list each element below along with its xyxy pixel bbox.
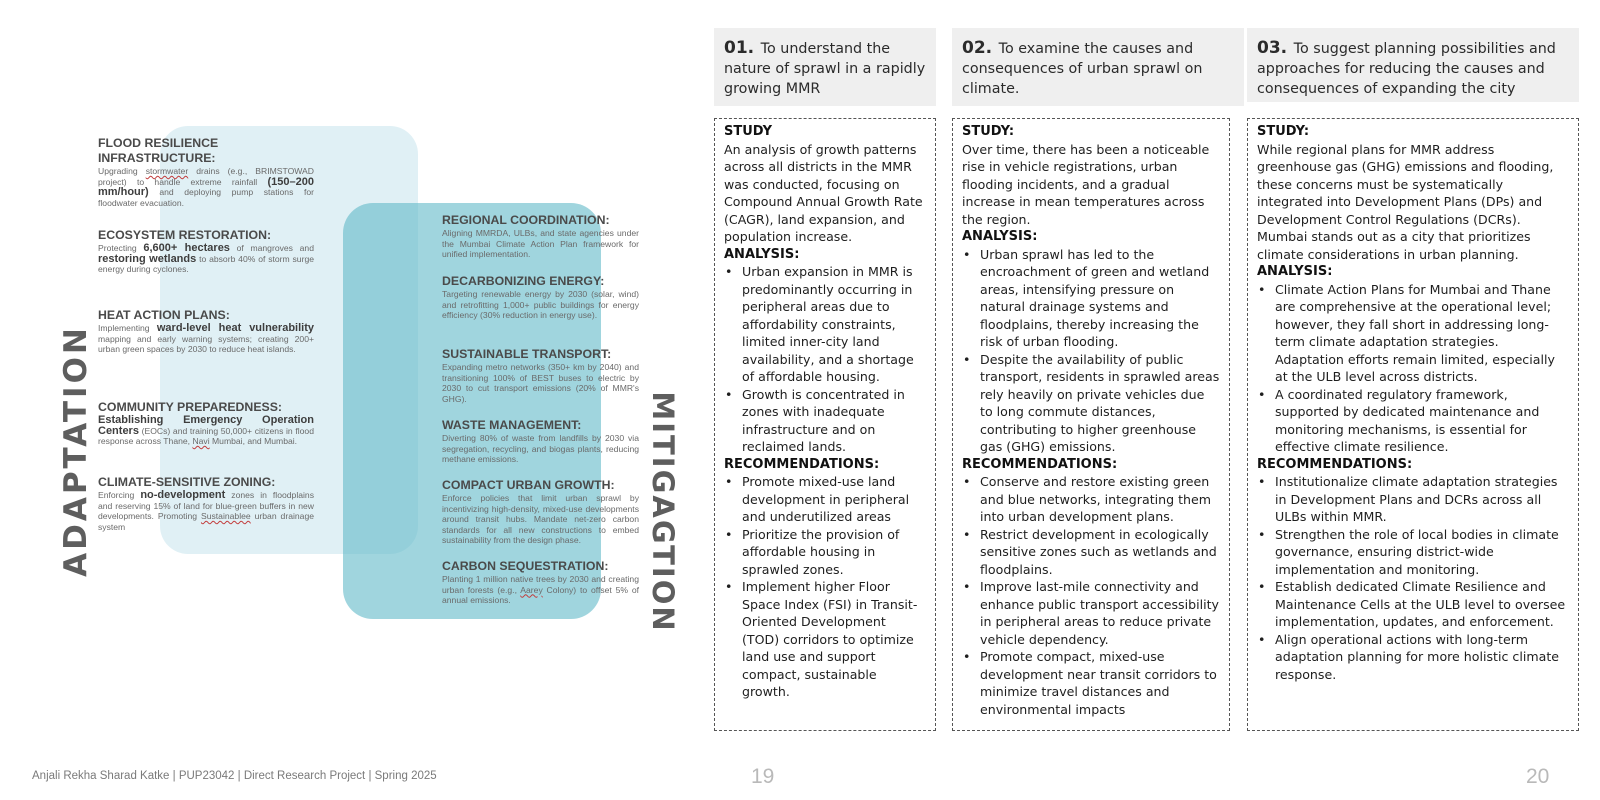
- recommendations-list: [724, 473, 926, 701]
- analysis-list: [724, 263, 926, 456]
- analysis-bullet: • Despite the availability of public transport, residents in sprawled areas rely heavily on private vehicles due to long commute distances, contributing to higher greenhouse gas (GHG) emissions.: [962, 351, 1220, 456]
- analysis-bullet: • Climate Action Plans for Mumbai and Thane are comprehensive at the operational level; however, they fall short in addressing long-term climate adaptation strategies. Adaptation efforts remain limited, especially at the ULB level across districts.: [1257, 281, 1569, 386]
- mitigation-item: DECARBONIZING ENERGY: Targeting renewable energy by 2030 (solar, wind) and retrofitting 1,000+ public buildings for energy efficiency (30% reduction in energy use).: [442, 274, 639, 321]
- recommendation-bullet: • Restrict development in ecologically sensitive zones such as wetlands and floodplains.: [962, 526, 1220, 579]
- objective-1-details: STUDY An analysis of growth patterns across all districts in the MMR was conducted, focusing on Compound Annual Growth Rate (CAGR), land expansion, and population increase. ANALYSIS: • Urban expansion in MMR is predominantly occurring in peripheral areas due to affordability constraints, limited inner-city land availability, and a shortage of affordable housing. • Growth is concentrated in zones with inadequate infrastructure and on reclaimed lands. RECOMMENDATIONS: • Promote mixed-use land development in peripheral and underutilized areas • Prioritize the provision of affordable housing in sprawled zones. • Implement higher Floor Space Index (FSI) in Transit-Oriented Development (TOD) corridors to optimize land use and support compact, sustainable growth.: [714, 118, 936, 731]
- recommendation-bullet: • Institutionalize climate adaptation strategies in Development Plans and DCRs across all ULBs within MMR.: [1257, 473, 1569, 526]
- mitigation-item-text: Expanding metro networks (350+ km by 2040) and transitioning 100% of BEST buses to electric by 2030 to cut transport emissions (20% of MMR's GHG).: [442, 362, 639, 404]
- mitigation-item: CARBON SEQUESTRATION: Planting 1 million native trees by 2030 and creating urban forests (e.g., Aarey Colony) to offset 5% of annual emissions.: [442, 559, 639, 606]
- analysis-list: [962, 246, 1220, 456]
- adaptation-item-text: Upgrading stormwater drains (e.g., BRIMSTOWAD project) to handle extreme rainfall (150–200 mm/hour) and deploying pump stations for floodwater evacuation.: [98, 166, 314, 208]
- recommendation-bullet: • Prioritize the provision of affordable housing in sprawled zones.: [724, 526, 926, 579]
- adaptation-item: HEAT ACTION PLANS: Implementing ward-level heat vulnerability mapping and early warning systems; creating 200+ urban green spaces by 2030 to reduce heat islands.: [98, 308, 314, 355]
- analysis-bullet: • Urban expansion in MMR is predominantly occurring in peripheral areas due to affordability constraints, limited inner-city land availability, and a shortage of affordable housing.: [724, 263, 926, 386]
- analysis-bullet: • Urban sprawl has led to the encroachment of green and wetland areas, intensifying pressure on natural drainage systems and floodplains, thereby increasing the risk of urban flooding.: [962, 246, 1220, 351]
- adaptation-item: CLIMATE-SENSITIVE ZONING: Enforcing no-development zones in floodplains and reserving 15% of land for blue-green buffers in new developments. Promoting Sustainablee urban drainage system: [98, 475, 314, 532]
- recommendations-list: [962, 473, 1220, 718]
- recommendation-bullet: • Strengthen the role of local bodies in climate governance, ensuring district-wide implementation and monitoring.: [1257, 526, 1569, 579]
- mitigation-label: MITIGAGTION: [646, 391, 680, 633]
- adaptation-item-text: Protecting 6,600+ hectares of mangroves and restoring wetlands to absorb 40% of storm surge energy during cyclones.: [98, 242, 315, 275]
- analysis-bullet: • A coordinated regulatory framework, supported by dedicated maintenance and monitoring mechanisms, is essential for effective climate resilience.: [1257, 386, 1569, 456]
- recommendation-bullet: • Implement higher Floor Space Index (FSI) in Transit-Oriented Development (TOD) corridors to optimize land use and support compact, sustainable growth.: [724, 578, 926, 701]
- objective-3-details: STUDY: While regional plans for MMR address greenhouse gas (GHG) emissions and flooding, these concerns must be systematically integrated into Development Plans (DPs) and Development Control Regulations (DCRs). Mumbai stands out as a city that prioritizes climate considerations in urban planning. ANALYSIS: • Climate Action Plans for Mumbai and Thane are comprehensive at the operational level; however, they fall short in addressing long-term climate adaptation strategies. Adaptation efforts remain limited, especially at the ULB level across districts. • A coordinated regulatory framework, supported by dedicated maintenance and monitoring mechanisms, is essential for effective climate resilience. RECOMMENDATIONS: • Institutionalize climate adaptation strategies in Development Plans and DCRs across all ULBs within MMR. • Strengthen the role of local bodies in climate governance, ensuring district-wide implementation and monitoring. • Establish dedicated Climate Resilience and Maintenance Cells at the ULB level to oversee implementation, updates, and enforcement. • Align operational actions with long-term adaptation planning for more holistic climate response.: [1247, 118, 1579, 731]
- objective-2-header: 02. To examine the causes and consequences of urban sprawl on climate.: [952, 28, 1244, 106]
- recommendations-list: [1257, 473, 1569, 683]
- adaptation-label: ADAPTATION: [58, 325, 94, 577]
- mitigation-item-text: Targeting renewable energy by 2030 (solar, wind) and retrofitting 1,000+ public buildings for energy efficiency (30% reduction in energy use).: [442, 289, 639, 321]
- objective-1-header: 01. To understand the nature of sprawl in a rapidly growing MMR: [714, 28, 936, 106]
- mitigation-item-text: Diverting 80% of waste from landfills by 2030 via segregation, recycling, and biogas plants, reducing methane emissions.: [442, 433, 639, 465]
- analysis-list: [1257, 281, 1569, 456]
- mitigation-item: WASTE MANAGEMENT: Diverting 80% of waste from landfills by 2030 via segregation, recycling, and biogas plants, reducing methane emissions.: [442, 418, 639, 465]
- adaptation-item: COMMUNITY PREPAREDNESS: Establishing Emergency Operation Centers (EOCs) and training 50,000+ citizens in flood response across Thane, Navi Mumbai, and Mumbai.: [98, 400, 314, 447]
- mitigation-item: COMPACT URBAN GROWTH: Enforce policies that limit urban sprawl by incentivizing high-density, mixed-use developments around transit hubs. Mandate net-zero carbon standards for all new constructions to embed sustainability from the design phase.: [442, 478, 639, 546]
- recommendation-bullet: • Conserve and restore existing green and blue networks, integrating them into urban development plans.: [962, 473, 1220, 526]
- recommendation-bullet: • Improve last-mile connectivity and enhance public transport accessibility in peripheral areas to reduce private vehicle dependency.: [962, 578, 1220, 648]
- adaptation-item-text: Establishing Emergency Operation Centers (EOCs) and training 50,000+ citizens in flood response across Thane, Navi Mumbai, and Mumbai.: [98, 414, 314, 447]
- recommendation-bullet: • Align operational actions with long-term adaptation planning for more holistic climate response.: [1257, 631, 1569, 684]
- mitigation-item: SUSTAINABLE TRANSPORT: Expanding metro networks (350+ km by 2040) and transitioning 100% of BEST buses to electric by 2030 to cut transport emissions (20% of MMR's GHG).: [442, 347, 639, 404]
- objective-3-header: 03. To suggest planning possibilities and approaches for reducing the causes and consequences of expanding the city: [1247, 28, 1579, 102]
- page-number-left: 19: [751, 765, 775, 788]
- footer-author: Anjali Rekha Sharad Katke | PUP23042 | Direct Research Project | Spring 2025: [32, 770, 437, 782]
- recommendation-bullet: • Promote compact, mixed-use development near transit corridors to minimize travel distances and environmental impacts: [962, 648, 1220, 718]
- mitigation-item-text: Planting 1 million native trees by 2030 and creating urban forests (e.g., Aarey Colony) to offset 5% of annual emissions.: [442, 574, 639, 606]
- mitigation-shape: [343, 203, 601, 619]
- analysis-bullet: • Growth is concentrated in zones with inadequate infrastructure and on reclaimed lands.: [724, 386, 926, 456]
- recommendation-bullet: • Promote mixed-use land development in peripheral and underutilized areas: [724, 473, 926, 526]
- page-number-right: 20: [1526, 765, 1550, 788]
- objective-2-details: STUDY: Over time, there has been a noticeable rise in vehicle registrations, urban flooding incidents, and a gradual increase in mean temperatures across the region. ANALYSIS: • Urban sprawl has led to the encroachment of green and wetland areas, intensifying pressure on natural drainage systems and floodplains, thereby increasing the risk of urban flooding. • Despite the availability of public transport, residents in sprawled areas rely heavily on private vehicles due to long commute distances, contributing to higher greenhouse gas (GHG) emissions. RECOMMENDATIONS: • Conserve and restore existing green and blue networks, integrating them into urban development plans. • Restrict development in ecologically sensitive zones such as wetlands and floodplains. • Improve last-mile connectivity and enhance public transport accessibility in peripheral areas to reduce private vehicle dependency. • Promote compact, mixed-use development near transit corridors to minimize travel distances and environmental impacts: [952, 118, 1230, 731]
- recommendation-bullet: • Establish dedicated Climate Resilience and Maintenance Cells at the ULB level to oversee implementation, updates, and enforcement.: [1257, 578, 1569, 631]
- adaptation-item-text: Implementing ward-level heat vulnerability mapping and early warning systems; creating 200+ urban green spaces by 2030 to reduce heat islands.: [98, 322, 314, 355]
- mitigation-item-text: Aligning MMRDA, ULBs, and state agencies under the Mumbai Climate Action Plan framework for unified implementation.: [442, 228, 639, 260]
- mitigation-item-text: Enforce policies that limit urban sprawl by incentivizing high-density, mixed-use developments around transit hubs. Mandate net-zero carbon standards for all new constructions to embed sustainability from the design phase.: [442, 493, 639, 546]
- adaptation-item-text: Enforcing no-development zones in floodplains and reserving 15% of land for blue-green buffers in new developments. Promoting Sustainablee urban drainage system: [98, 489, 314, 532]
- adaptation-item: FLOOD RESILIENCE INFRASTRUCTURE: Upgrading stormwater drains (e.g., BRIMSTOWAD project) to handle extreme rainfall (150–200 mm/hour) and deploying pump stations for floodwater evacuation.: [98, 136, 314, 208]
- adaptation-item: ECOSYSTEM RESTORATION: Protecting 6,600+ hectares of mangroves and restoring wetlands to absorb 40% of storm surge energy during cyclones.: [98, 228, 315, 275]
- mitigation-item: REGIONAL COORDINATION: Aligning MMRDA, ULBs, and state agencies under the Mumbai Climate Action Plan framework for unified implementation.: [442, 213, 639, 260]
